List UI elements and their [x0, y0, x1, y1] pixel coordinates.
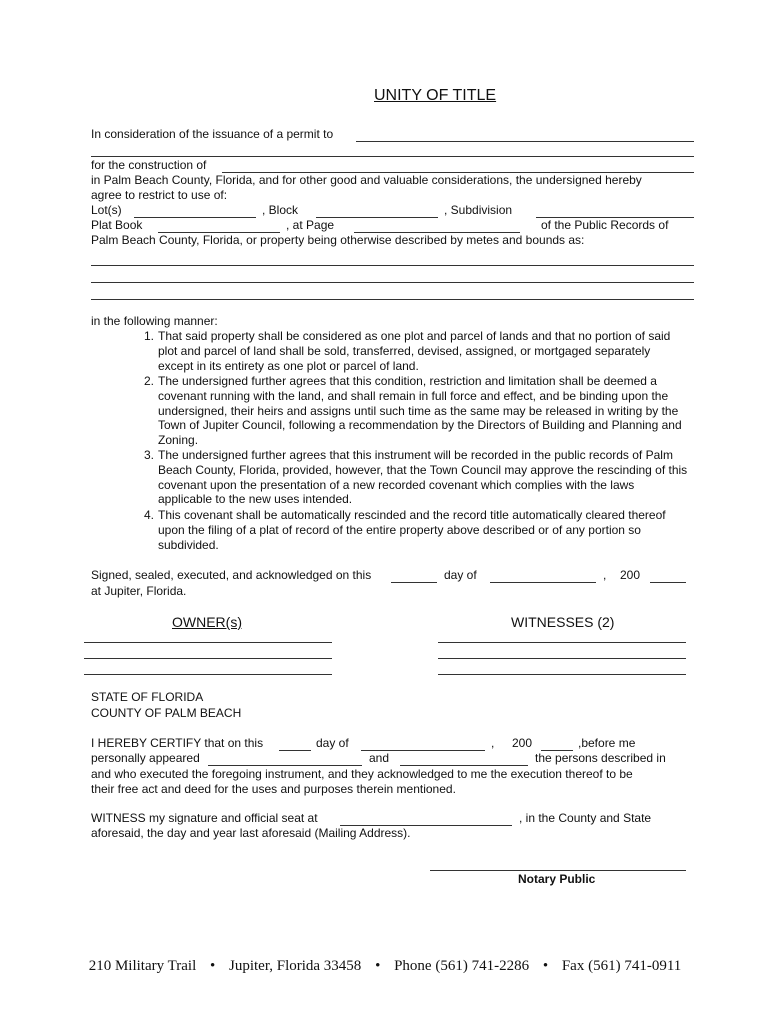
signed-text: Signed, sealed, executed, and acknowledged on this [91, 568, 372, 582]
block-field[interactable] [316, 217, 438, 218]
permit-field[interactable] [356, 141, 694, 142]
owners-heading: OWNER(s) [172, 614, 242, 630]
personally-appeared-label: personally appeared [91, 751, 200, 765]
free-act-text: their free act and deed for the uses and purposes therein mentioned. [91, 782, 456, 796]
list-item: That said property shall be considered as one plot and parcel of lands and that no portion of said plot and parcel of land shall be sold, transferred, devised, assigned, or mortgaged separately except in its entirety as one plot or parcel of land. [158, 329, 671, 373]
agree-text: agree to restrict to use of: [91, 188, 228, 202]
public-records-label: of the Public Records of [541, 218, 669, 232]
signed-month-field[interactable] [490, 582, 596, 583]
subdivision-label: , Subdivision [444, 203, 513, 217]
witness-signature-line[interactable] [438, 674, 686, 675]
list-item-number: 3. [143, 448, 154, 462]
description-line-2[interactable] [91, 282, 694, 283]
signed-comma: , [603, 568, 607, 582]
appeared-person-2-field[interactable] [400, 765, 528, 766]
aforesaid-text: aforesaid, the day and year last aforesaid (Mailing Address). [91, 826, 411, 840]
list-item: The undersigned further agrees that this condition, restriction and limitation shall be deemed a covenant running with the land, and shall remain in full force and effect, and be binding upon the undersigned, their heirs and assigns until such time as the same may be released in writing by the Town of Jupiter Council, following a recommendation by the Directors of Building and Planning and Zoning. [158, 374, 682, 448]
witness-signature-text: WITNESS my signature and official seat at [91, 811, 318, 825]
witness-signature-line[interactable] [438, 642, 686, 643]
signed-year-label: 200 [620, 568, 641, 582]
block-label: , Block [262, 203, 299, 217]
owner-signature-line[interactable] [84, 658, 332, 659]
signed-year-field[interactable] [650, 582, 686, 583]
and-label: and [369, 751, 390, 765]
certify-text: I HEREBY CERTIFY that on this [91, 736, 264, 750]
appeared-person-1-field[interactable] [208, 765, 362, 766]
at-page-label: , at Page [286, 218, 335, 232]
owner-signature-line[interactable] [84, 674, 332, 675]
list-item: This covenant shall be automatically rescinded and the record title automatically cleared thereof upon the filing of a plat of record of the entire property above described or of any portion so subdivided. [158, 508, 666, 552]
page-title: UNITY OF TITLE [374, 87, 497, 104]
list-item-number: 1. [143, 329, 154, 343]
state-label: STATE OF FLORIDA [91, 690, 204, 704]
bullet-separator: • [375, 958, 381, 974]
description-line-3[interactable] [91, 299, 694, 300]
footer-street: 210 Military Trail [88, 958, 197, 974]
footer-phone: Phone (561) 741-2286 [394, 958, 530, 974]
certify-comma: , [491, 736, 495, 750]
before-me-text: ,before me [578, 736, 636, 750]
witnesses-heading: WITNESSES (2) [511, 614, 615, 630]
plat-book-label: Plat Book [91, 218, 143, 232]
owner-signature-line[interactable] [84, 642, 332, 643]
persons-described-text: the persons described in [535, 751, 666, 765]
certify-year-label: 200 [512, 736, 533, 750]
bullet-separator: • [209, 958, 216, 974]
signed-location: at Jupiter, Florida. [91, 584, 187, 598]
county-state-text: , in the County and State [519, 811, 652, 825]
considerations-text: in Palm Beach County, Florida, and for other good and valuable considerations, the undersigned hereby [91, 173, 642, 187]
manner-label: in the following manner: [91, 314, 218, 328]
notary-public-label: Notary Public [518, 872, 596, 886]
notary-signature-line[interactable] [430, 870, 686, 871]
footer-address [0, 958, 770, 975]
construction-label: for the construction of [91, 158, 207, 172]
description-line-1[interactable] [91, 265, 694, 266]
list-item-number: 4. [143, 508, 154, 522]
footer-city: Jupiter, Florida 33458 [229, 958, 362, 974]
lots-label: Lot(s) [91, 203, 122, 217]
bullet-separator: • [542, 958, 549, 974]
footer-fax: Fax (561) 741-0911 [561, 958, 682, 974]
list-item: The undersigned further agrees that this instrument will be recorded in the public records of Palm Beach County, Florida, provided, however, that the Town Council may approve the rescinding of this covenant upon the presentation of a new recorded covenant which complies with the laws applicable to the new uses intended. [158, 448, 688, 507]
metes-bounds-text: Palm Beach County, Florida, or property being otherwise described by metes and bounds as: [91, 233, 585, 247]
permit-field-continued[interactable] [91, 156, 694, 157]
signed-day-field[interactable] [391, 582, 437, 583]
lots-field[interactable] [134, 217, 256, 218]
county-label: COUNTY OF PALM BEACH [91, 706, 242, 720]
signed-day-label: day of [444, 568, 477, 582]
certify-day-field[interactable] [279, 750, 311, 751]
witness-signature-line[interactable] [438, 658, 686, 659]
permit-label: In consideration of the issuance of a permit to [91, 127, 334, 141]
executed-text: and who executed the foregoing instrument, and they acknowledged to me the execution thereof to be [91, 767, 633, 781]
list-item-number: 2. [143, 374, 154, 388]
certify-day-label: day of [316, 736, 349, 750]
